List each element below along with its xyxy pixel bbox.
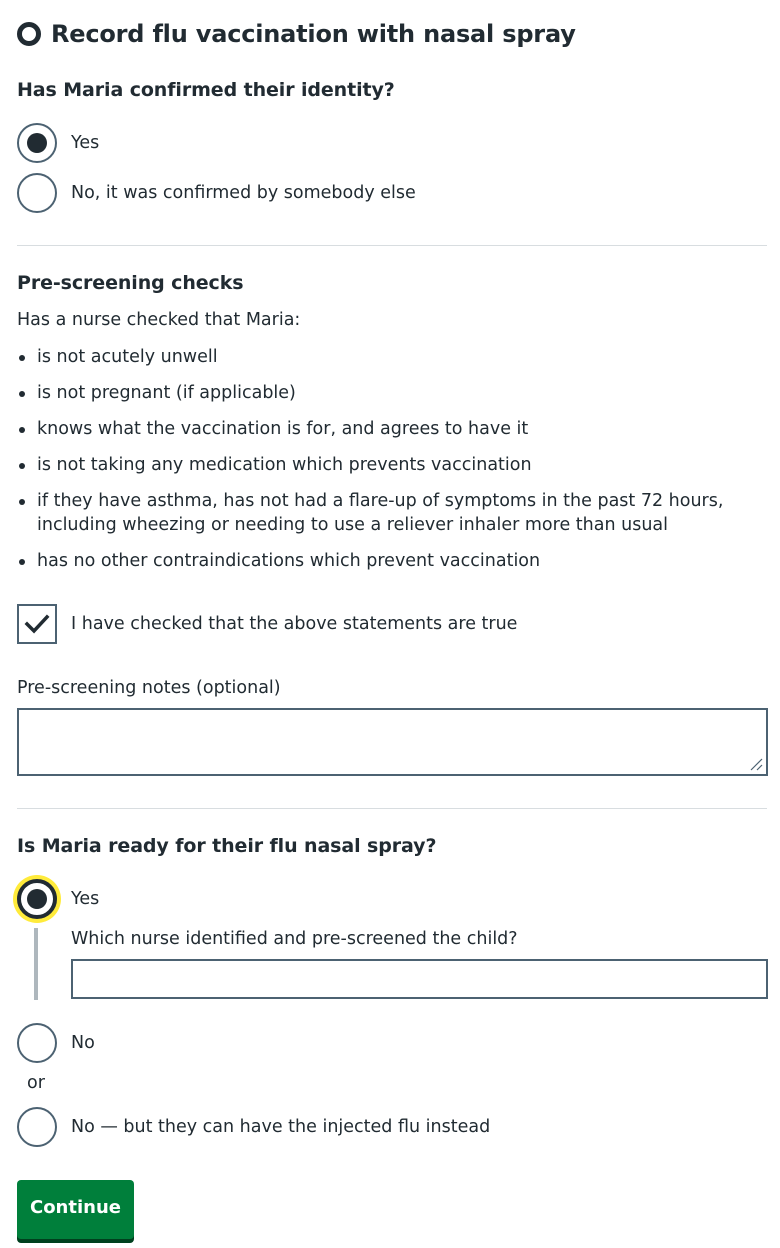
ready-yes-radio[interactable] bbox=[17, 879, 57, 919]
prescreening-intro: Has a nurse checked that Maria: bbox=[17, 310, 301, 330]
ready-injected-label[interactable]: No — but they can have the injected flu instead bbox=[71, 1117, 491, 1137]
radio-ring-icon bbox=[17, 22, 41, 46]
conditional-reveal-bar bbox=[34, 928, 38, 1000]
list-item: has no other contraindications which prevent vaccination bbox=[17, 549, 757, 573]
list-item: if they have asthma, has not had a flare-up of symptoms in the past 72 hours, including wheezing or needing to use a reliever inhaler more than usual bbox=[17, 489, 757, 537]
confirm-label[interactable]: I have checked that the above statements are true bbox=[71, 614, 518, 634]
notes-label: Pre-screening notes (optional) bbox=[17, 678, 281, 698]
ready-no-radio[interactable] bbox=[17, 1023, 57, 1063]
checkmark-icon bbox=[24, 613, 50, 635]
section-divider bbox=[17, 245, 767, 246]
page-title bbox=[17, 14, 576, 54]
identity-question: Has Maria confirmed their identity? bbox=[17, 79, 395, 101]
identity-other-radio[interactable] bbox=[17, 173, 57, 213]
continue-button[interactable]: Continue bbox=[17, 1180, 134, 1239]
list-item: is not pregnant (if applicable) bbox=[17, 381, 757, 405]
identity-other-label[interactable]: No, it was confirmed by somebody else bbox=[71, 183, 416, 203]
identity-option-yes[interactable] bbox=[17, 123, 99, 163]
ready-option-injected[interactable] bbox=[17, 1107, 490, 1147]
list-item: is not acutely unwell bbox=[17, 345, 757, 369]
page-title-text: Record flu vaccination with nasal spray bbox=[51, 20, 576, 48]
ready-question: Is Maria ready for their flu nasal spray? bbox=[17, 835, 437, 857]
identity-yes-radio[interactable] bbox=[17, 123, 57, 163]
prescreening-list bbox=[17, 345, 757, 585]
list-item: is not taking any medication which prevents vaccination bbox=[17, 453, 757, 477]
identity-option-other[interactable] bbox=[17, 173, 416, 213]
prescreening-heading: Pre-screening checks bbox=[17, 272, 244, 294]
prescreening-confirm[interactable] bbox=[17, 604, 517, 644]
ready-yes-label[interactable]: Yes bbox=[71, 889, 100, 909]
ready-no-label[interactable]: No bbox=[71, 1033, 95, 1053]
nurse-input[interactable] bbox=[71, 959, 768, 999]
resize-grip-icon[interactable] bbox=[748, 756, 764, 772]
confirm-checkbox[interactable] bbox=[17, 604, 57, 644]
section-divider bbox=[17, 808, 767, 809]
or-divider: or bbox=[27, 1073, 45, 1093]
ready-injected-radio[interactable] bbox=[17, 1107, 57, 1147]
identity-yes-label[interactable]: Yes bbox=[71, 133, 100, 153]
nurse-label: Which nurse identified and pre-screened the child? bbox=[71, 929, 518, 949]
list-item: knows what the vaccination is for, and agrees to have it bbox=[17, 417, 757, 441]
ready-option-yes[interactable] bbox=[17, 879, 99, 919]
notes-textarea[interactable] bbox=[17, 708, 768, 776]
ready-option-no[interactable] bbox=[17, 1023, 95, 1063]
